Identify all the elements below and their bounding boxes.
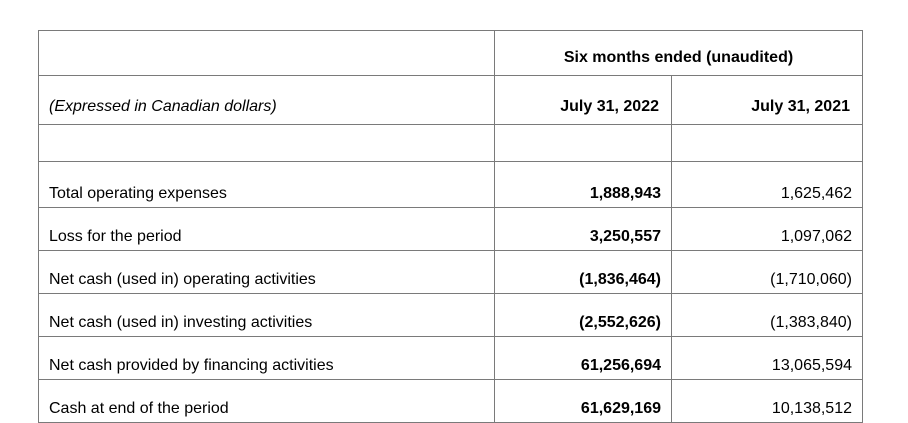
value-2022: 1,888,943 <box>495 162 672 208</box>
row-label: Net cash provided by financing activities <box>39 337 495 380</box>
table-row <box>39 294 863 337</box>
column-header-2022: July 31, 2022 <box>495 76 672 125</box>
value-2022: 3,250,557 <box>495 208 672 251</box>
value-2021: (1,383,840) <box>672 294 863 337</box>
value-2022: 61,256,694 <box>495 337 672 380</box>
row-label: Cash at end of the period <box>39 380 495 423</box>
table-row <box>39 380 863 423</box>
value-2022: (2,552,626) <box>495 294 672 337</box>
value-2021: 13,065,594 <box>672 337 863 380</box>
value-2022: 61,629,169 <box>495 380 672 423</box>
table-row <box>39 208 863 251</box>
blank-cell <box>672 125 863 162</box>
financial-summary-table-wrapper <box>38 30 862 423</box>
table-row <box>39 162 863 208</box>
currency-note: (Expressed in Canadian dollars) <box>39 76 495 125</box>
value-2021: 1,097,062 <box>672 208 863 251</box>
value-2021: 1,625,462 <box>672 162 863 208</box>
blank-cell <box>39 125 495 162</box>
row-label: Net cash (used in) investing activities <box>39 294 495 337</box>
row-label: Net cash (used in) operating activities <box>39 251 495 294</box>
value-2022: (1,836,464) <box>495 251 672 294</box>
table-row <box>39 251 863 294</box>
financial-summary-table <box>38 30 863 423</box>
blank-row <box>39 125 863 162</box>
value-2021: 10,138,512 <box>672 380 863 423</box>
header-empty-cell <box>39 31 495 76</box>
column-header-2021: July 31, 2021 <box>672 76 863 125</box>
row-label: Loss for the period <box>39 208 495 251</box>
row-label: Total operating expenses <box>39 162 495 208</box>
value-2021: (1,710,060) <box>672 251 863 294</box>
blank-cell <box>495 125 672 162</box>
column-header-row <box>39 76 863 125</box>
six-months-header: Six months ended (unaudited) <box>495 31 863 76</box>
group-header-row <box>39 31 863 76</box>
table-row <box>39 337 863 380</box>
